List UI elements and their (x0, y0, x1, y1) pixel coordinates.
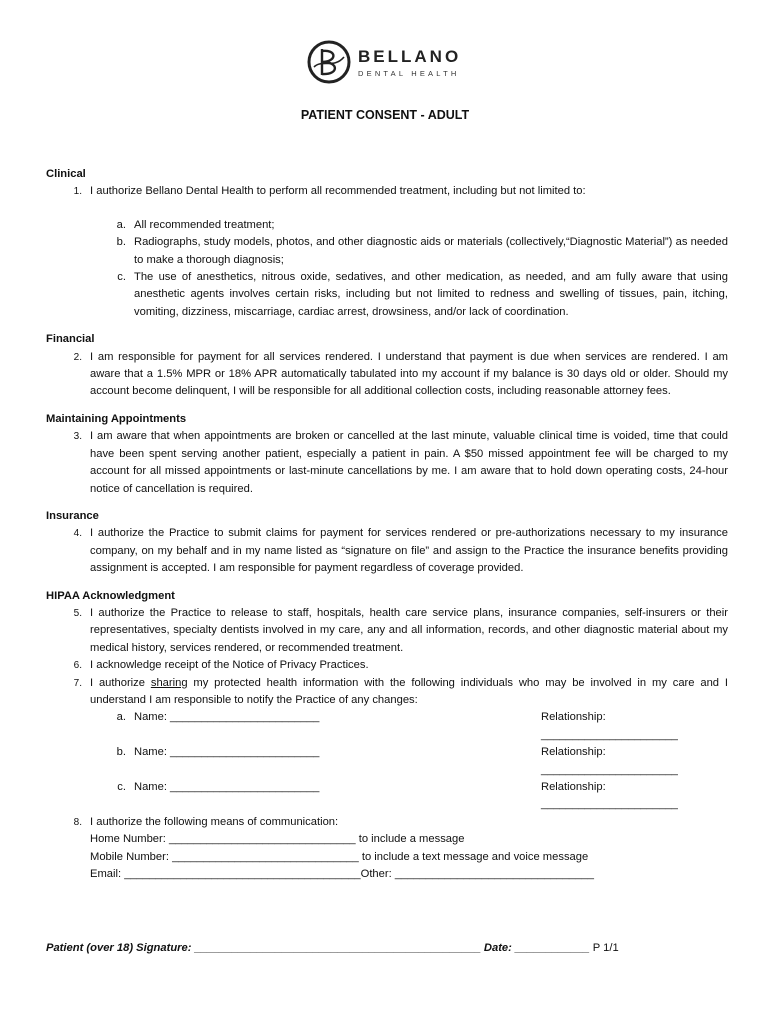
item-text: I acknowledge receipt of the Notice of Privacy Practices. (90, 659, 369, 672)
contact-row (46, 744, 728, 779)
sub-item (46, 217, 728, 234)
list-item (46, 183, 728, 200)
logo-name: BELLANO (358, 46, 462, 66)
list-item (46, 349, 728, 401)
consent-body (46, 166, 728, 883)
list-item (46, 428, 728, 498)
item-number: 7. (73, 677, 82, 689)
sub-letter: c. (117, 781, 126, 793)
signature-date-fields[interactable]: Patient (over 18) Signature: ______________________________________________ Date: ____________ (46, 942, 590, 954)
page-title: PATIENT CONSENT - ADULT (300, 108, 470, 122)
section-heading-financial: Financial (46, 333, 95, 346)
item-text: I authorize the Practice to release to staff, hospitals, health care service plans, insurance companies, self-insurers or their representatives, specialty dentists involved in my care, any and all information, records, and other diagnostic material about my medical history, services rendered, or recommended treatment. (90, 606, 728, 654)
sub-letter: a. (116, 218, 126, 231)
list-item (46, 657, 728, 674)
section-heading-clinical: Clinical (46, 168, 86, 180)
sub-text: Radiographs, study models, photos, and other diagnostic aids or materials (collectively,“Diagnostic Material”) as needed to make a thorough diagnosis; (134, 236, 728, 266)
section-heading-appointments: Maintaining Appointments (46, 412, 187, 425)
item-number: 4. (73, 528, 82, 540)
contact-name-field[interactable]: Name: ________________________ (134, 746, 320, 759)
sub-text: The use of anesthetics, nitrous oxide, sedatives, and other medication, as needed, and am fully aware that using anesthetic agents involves certain risks, including but not limited to redness and swelling of tissues, pain, itching, vomiting, dizziness, miscarriage, cardiac arrest, drowsiness, and/or lack of coordination. (134, 271, 728, 318)
logo-subtitle: DENTAL HEALTH (358, 68, 460, 78)
underlined-word: sharing (150, 676, 188, 689)
sub-letter: c. (117, 271, 126, 284)
item-text-part: my protected health information with the following individuals who may be involved in my care and I understand I am responsible to notify the Practice of any changes: (90, 676, 728, 706)
signature-line[interactable] (46, 942, 728, 954)
contact-name-field[interactable]: Name: ________________________ (134, 781, 320, 793)
item-text: I authorize Bellano Dental Health to perform all recommended treatment, including but not limited to: (90, 185, 586, 198)
contact-relationship-field[interactable]: Relationship: ______________________ (541, 781, 678, 811)
section-heading-hipaa: HIPAA Acknowledgment (46, 589, 175, 602)
list-item (46, 525, 728, 577)
item-number: 1. (73, 186, 82, 198)
item-number: 5. (73, 607, 82, 619)
home-number-field[interactable]: Home Number: ______________________________ to include a message (90, 833, 465, 846)
item-text-part: I authorize (90, 676, 151, 689)
sub-letter: b. (116, 236, 126, 249)
sub-letter: b. (116, 746, 126, 759)
page-number: P 1/1 (592, 942, 619, 954)
item-number: 2. (73, 351, 82, 363)
item-text: I am aware that when appointments are broken or cancelled at the last minute, valuable clinical time is voided, time that could have been spent serving another patient, especially a patient in pain. A $50 missed appointment fee will be charged to my account for all missed appointments or last-minute cancellations by me. I am aware that to hold down operating costs, 24-hour notice of cancellation is required. (90, 430, 728, 495)
item-number: 8. (73, 816, 82, 828)
contact-row (46, 779, 728, 814)
list-item (46, 814, 728, 831)
section-heading-insurance: Insurance (46, 509, 99, 522)
bellano-logo (306, 38, 476, 86)
item-text: I am responsible for payment for all services rendered. I understand that payment is due when services are rendered. I am aware that a 1.5% MPR or 18% APR automatically tabulated into my account if my balance is 30 days old or older. Should my account become delinquent, I will be responsible for all additional collection costs, including reasonable attorney fees. (90, 350, 728, 398)
item-text: I authorize the following means of communication: (90, 815, 339, 828)
email-field[interactable]: Email: ______________________________________Other: ________________________________ (90, 868, 594, 881)
contact-relationship-field[interactable]: Relationship: ______________________ (541, 711, 678, 741)
contact-name-field[interactable]: Name: ________________________ (134, 711, 320, 724)
sub-item (46, 234, 728, 269)
item-number: 6. (73, 660, 82, 672)
contact-relationship-field[interactable]: Relationship: ______________________ (541, 746, 678, 776)
list-item (46, 605, 728, 657)
item-text: I authorize the Practice to submit claims for payment for services rendered or pre-authorizations necessary to my insurance company, on my behalf and in my name listed as “signature on file” and assign to the Practice the insurance benefits providing assignment is accepted. I am responsible for payment regardless of coverage provided. (90, 527, 728, 575)
contact-row (46, 709, 728, 744)
sub-letter: a. (116, 711, 126, 724)
bellano-logo-icon (306, 39, 352, 85)
item-number: 3. (73, 431, 82, 443)
item-text (90, 675, 728, 710)
sub-text: All recommended treatment; (134, 218, 275, 231)
sub-item (46, 269, 728, 321)
mobile-number-field[interactable]: Mobile Number: ______________________________ to include a text message and voice message (90, 850, 589, 863)
list-item (46, 675, 728, 710)
